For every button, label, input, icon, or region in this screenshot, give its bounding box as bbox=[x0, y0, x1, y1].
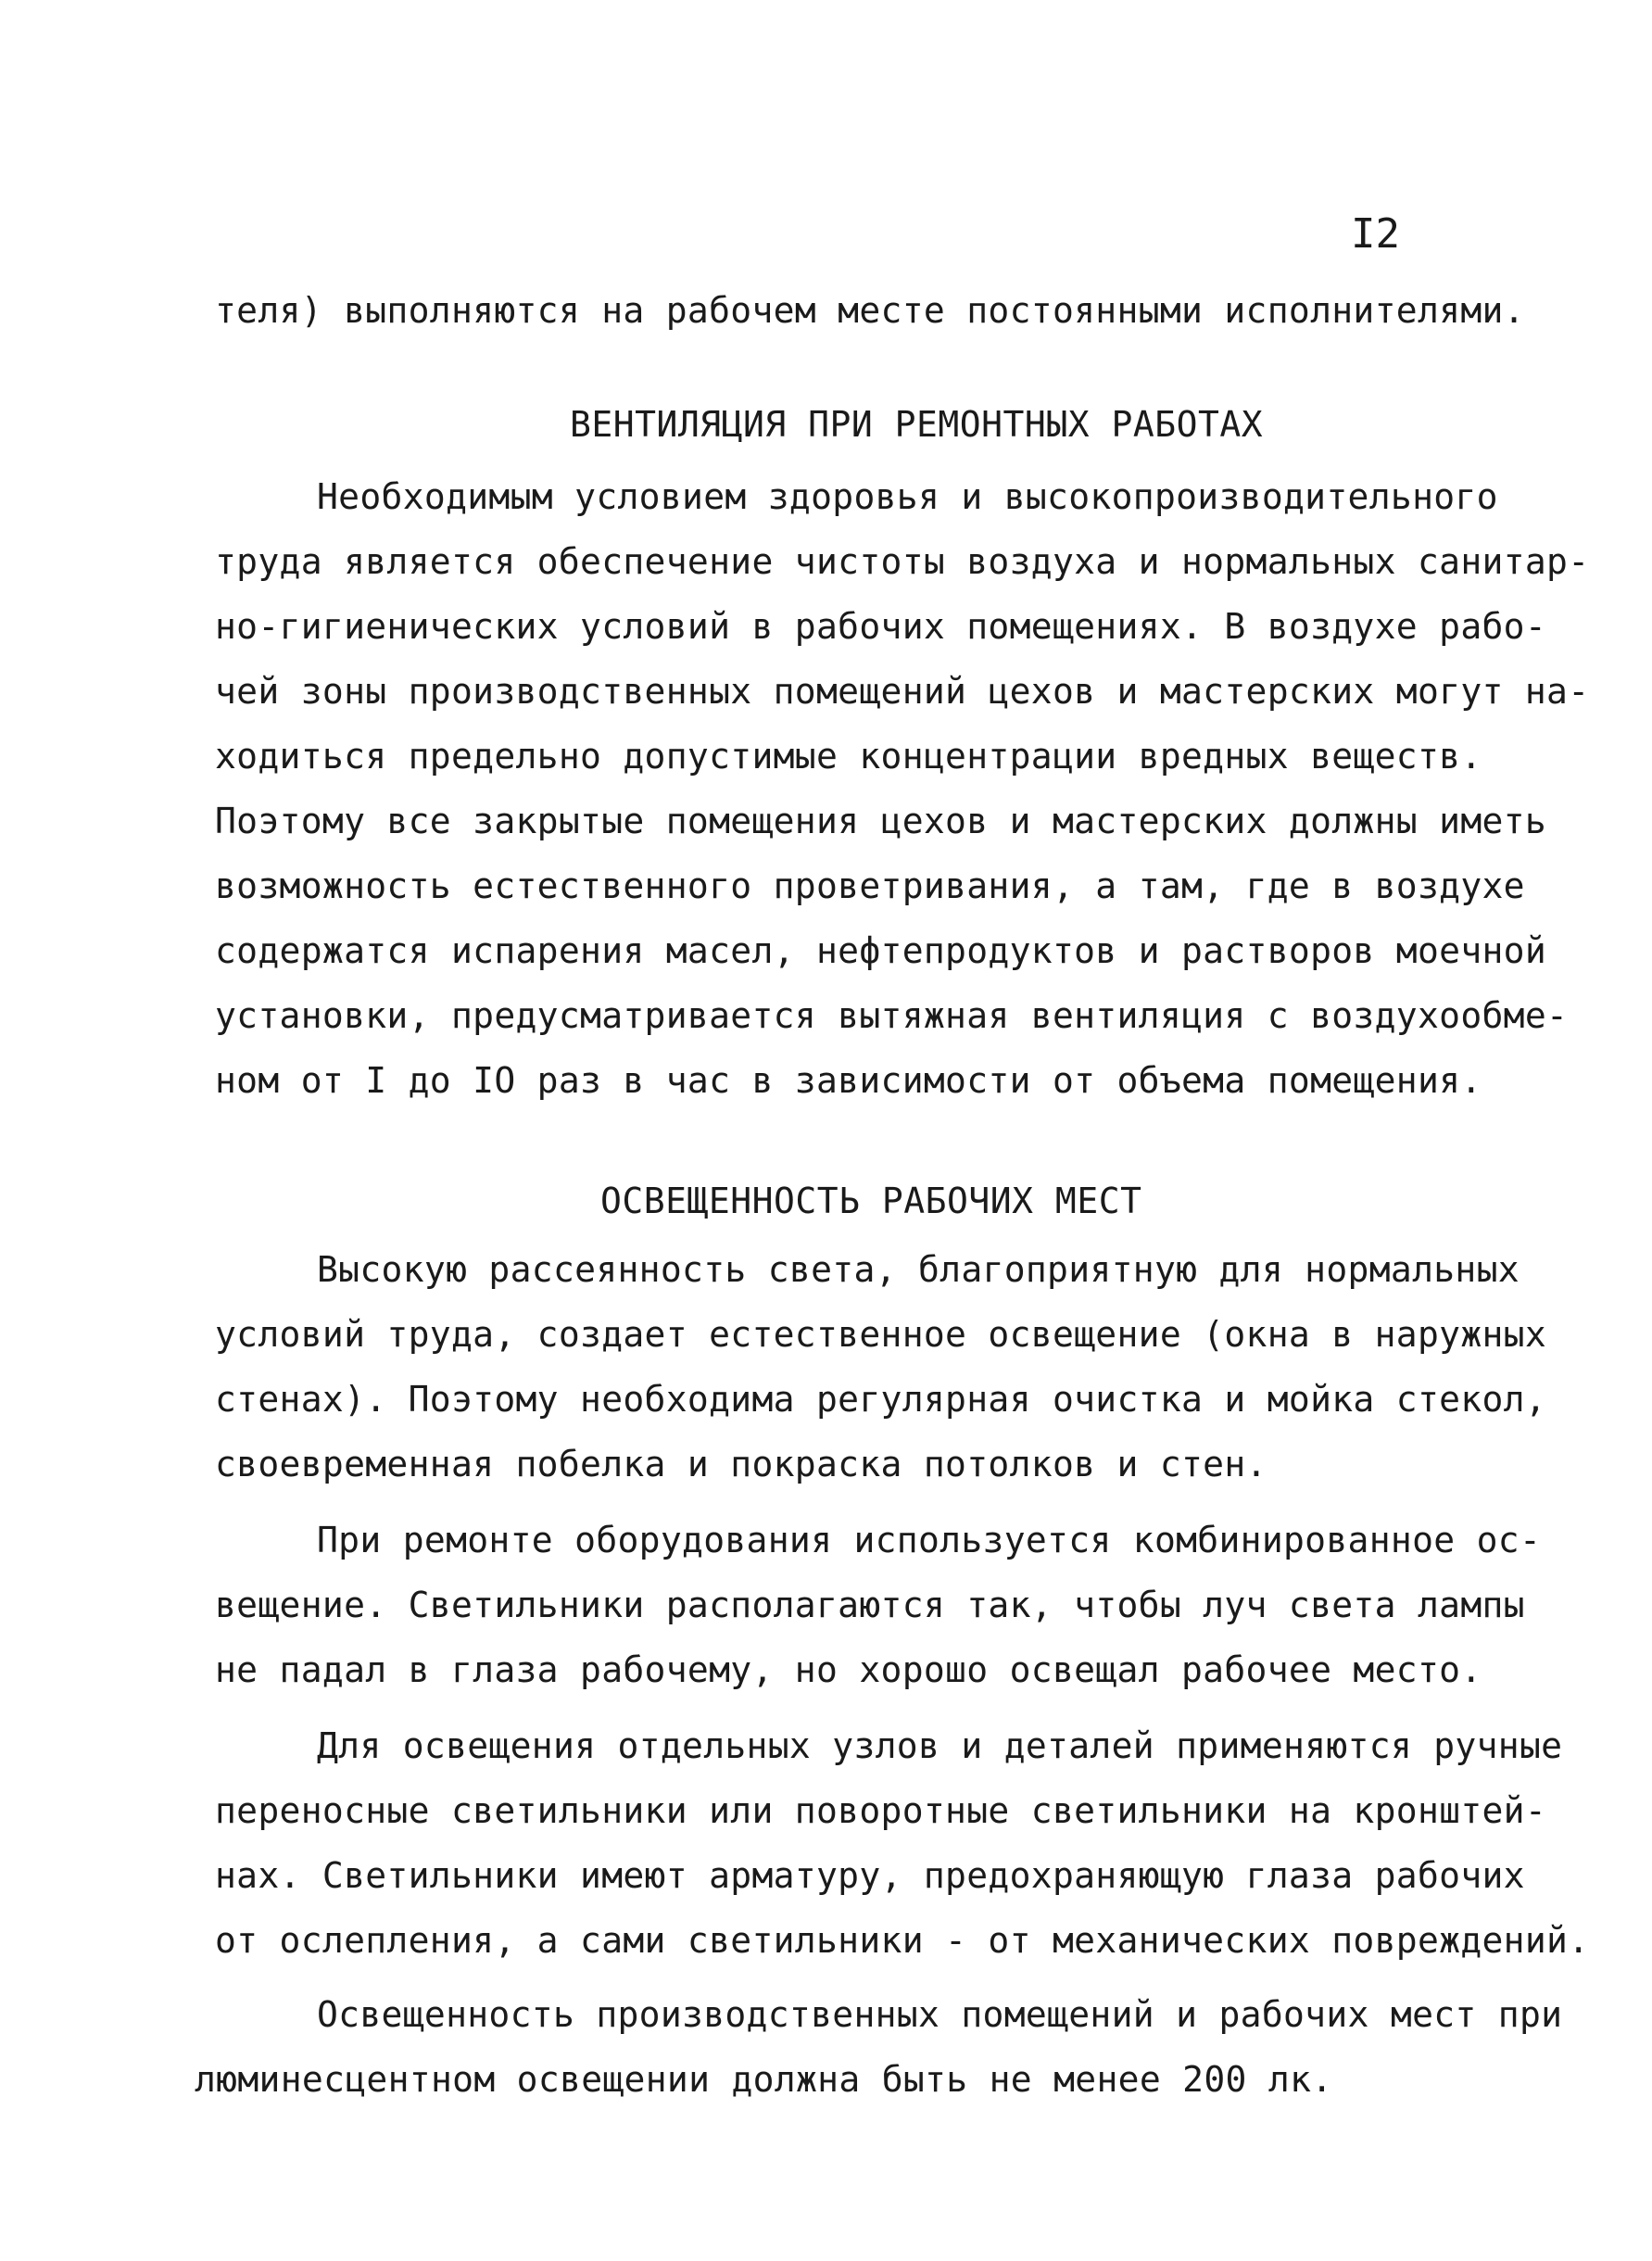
text-line: вещение. Светильники располагаются так, чтобы луч света лампы bbox=[215, 1585, 1525, 1625]
text-line: люминесцентном освещении должна быть не менее 200 лк. bbox=[195, 2059, 1333, 2100]
text-line: Необходимым условием здоровья и высокопроизводительного bbox=[317, 476, 1498, 517]
text-line: При ремонте оборудования используется комбинированное ос- bbox=[317, 1520, 1542, 1560]
text-line: труда является обеспечение чистоты воздуха и нормальных санитар- bbox=[215, 541, 1590, 582]
text-line: Высокую рассеянность света, благоприятную для нормальных bbox=[317, 1249, 1520, 1290]
text-line: Поэтому все закрытые помещения цехов и мастерских должны иметь bbox=[215, 801, 1547, 841]
text-line: ходиться предельно допустимые концентрации вредных веществ. bbox=[215, 736, 1482, 777]
text-line: нах. Светильники имеют арматуру, предохраняющую глаза рабочих bbox=[215, 1855, 1525, 1896]
section-heading-ventilation: ВЕНТИЛЯЦИЯ ПРИ РЕМОНТНЫХ РАБОТАХ bbox=[570, 404, 1264, 445]
text-line: Для освещения отдельных узлов и деталей применяются ручные bbox=[317, 1725, 1563, 1766]
text-line: стенах). Поэтому необходима регулярная очистка и мойка стекол, bbox=[215, 1379, 1547, 1420]
text-line: условий труда, создает естественное освещение (окна в наружных bbox=[215, 1314, 1547, 1355]
text-line: своевременная побелка и покраска потолков и стен. bbox=[215, 1444, 1267, 1484]
text-line: чей зоны производственных помещений цехов и мастерских могут на- bbox=[215, 671, 1590, 712]
page-number: I2 bbox=[1351, 210, 1400, 258]
section-heading-lighting: ОСВЕЩЕННОСТЬ РАБОЧИХ МЕСТ bbox=[600, 1181, 1142, 1221]
text-line: но-гигиенических условий в рабочих помещениях. В воздухе рабо- bbox=[215, 606, 1547, 647]
text-line: Освещенность производственных помещений и рабочих мест при bbox=[317, 1994, 1563, 2035]
text-line: содержатся испарения масел, нефтепродуктов и растворов моечной bbox=[215, 930, 1547, 971]
text-line: возможность естественного проветривания, а там, где в воздухе bbox=[215, 865, 1525, 906]
intro-line: теля) выполняются на рабочем месте постоянными исполнителями. bbox=[215, 290, 1525, 331]
text-line: установки, предусматривается вытяжная вентиляция с воздухообме- bbox=[215, 995, 1569, 1036]
text-line: не падал в глаза рабочему, но хорошо освещал рабочее место. bbox=[215, 1649, 1482, 1690]
text-line: переносные светильники или поворотные светильники на кронштей- bbox=[215, 1790, 1547, 1831]
text-line: от ослепления, а сами светильники - от механических повреждений. bbox=[215, 1920, 1590, 1961]
text-line: ном от I до IO раз в час в зависимости от объема помещения. bbox=[215, 1060, 1482, 1101]
